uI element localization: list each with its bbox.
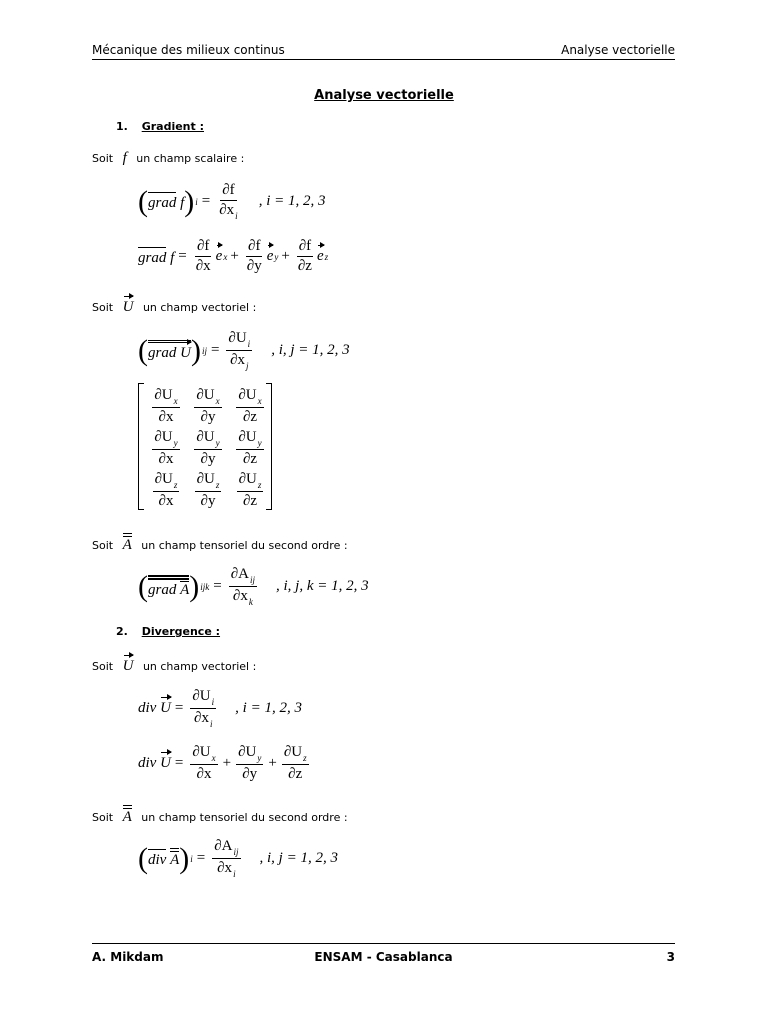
page-title: Analyse vectorielle (314, 88, 454, 103)
section-number: 1. (116, 120, 128, 133)
header-left: Mécanique des milieux continus (92, 43, 285, 57)
page-number: 3 (666, 950, 675, 964)
header-right: Analyse vectorielle (561, 43, 675, 57)
intro-vector-grad: Soit U un champ vectoriel : (92, 299, 257, 315)
equation-grad-vector-component: ( grad U ) ij = $\frac{\partial U_i}{\partial x_j}$ , i, j = 1, 2, 3 (138, 330, 350, 371)
section-number: 2. (116, 625, 128, 638)
section-divergence (116, 625, 220, 638)
section-title: Divergence : (141, 625, 221, 638)
section-gradient (116, 120, 204, 133)
equation-div-vector-expanded: div U = $\frac{\partial U_x}{\partial x}$ + $\frac{\partial U_y}{\partial y}$ + $\frac{\partial U_z}{\partial z}$ (138, 744, 307, 782)
equation-div-vector-component: div U = $\frac{\partial U_i}{\partial x_i}$ , i = 1, 2, 3 (138, 688, 302, 729)
equation-grad-scalar-expanded: grad f = $\frac{\partial f}{\partial x}$ e x + $\frac{\partial f}{\partial y}$ e y + $\frac{\partial f}{\partial z}$ e z (138, 238, 329, 274)
intro-tensor-grad: Soit A un champ tensoriel du second ordre : (92, 537, 348, 553)
equation-grad-tensor-component: ( grad A ) ijk = $\frac{\partial A_{ij}}{\partial x_k}$ , i, j, k = 1, 2, 3 (138, 566, 369, 607)
footer-author: A. Mikdam (92, 950, 164, 964)
page-header (92, 43, 675, 60)
intro-tensor-div: Soit A un champ tensoriel du second ordre : (92, 809, 348, 825)
section-title: Gradient : (141, 120, 204, 133)
gradient-matrix: $\frac{\partial U_x}{\partial x}$ $\frac{\partial U_x}{\partial y}$ $\frac{\partial U_x}{\partial z}$ $\frac{\partial U_y}{\partial x}$ $\frac{\partial U_y}{\partial y}$ $\frac{\partial U_y}{\partial z}$ $\frac{\partial U_z}{\partial x}$ $\frac{\partial U_z}{\partial y}$ $\frac{\partial U_z}{\partial z}$ (138, 383, 272, 510)
footer-institution: ENSAM - Casablanca (314, 950, 453, 964)
page-footer (92, 943, 675, 968)
equation-div-tensor-component: ( div A ) i = $\frac{\partial A_{ij}}{\partial x_i}$ , i, j = 1, 2, 3 (138, 838, 338, 879)
intro-vector-div: Soit U un champ vectoriel : (92, 658, 257, 674)
equation-grad-scalar-component: ( grad f ) i = $\frac{\partial f}{\partial x_i}$ , i = 1, 2, 3 (138, 182, 326, 221)
intro-scalar: Soit f un champ scalaire : (92, 150, 245, 166)
